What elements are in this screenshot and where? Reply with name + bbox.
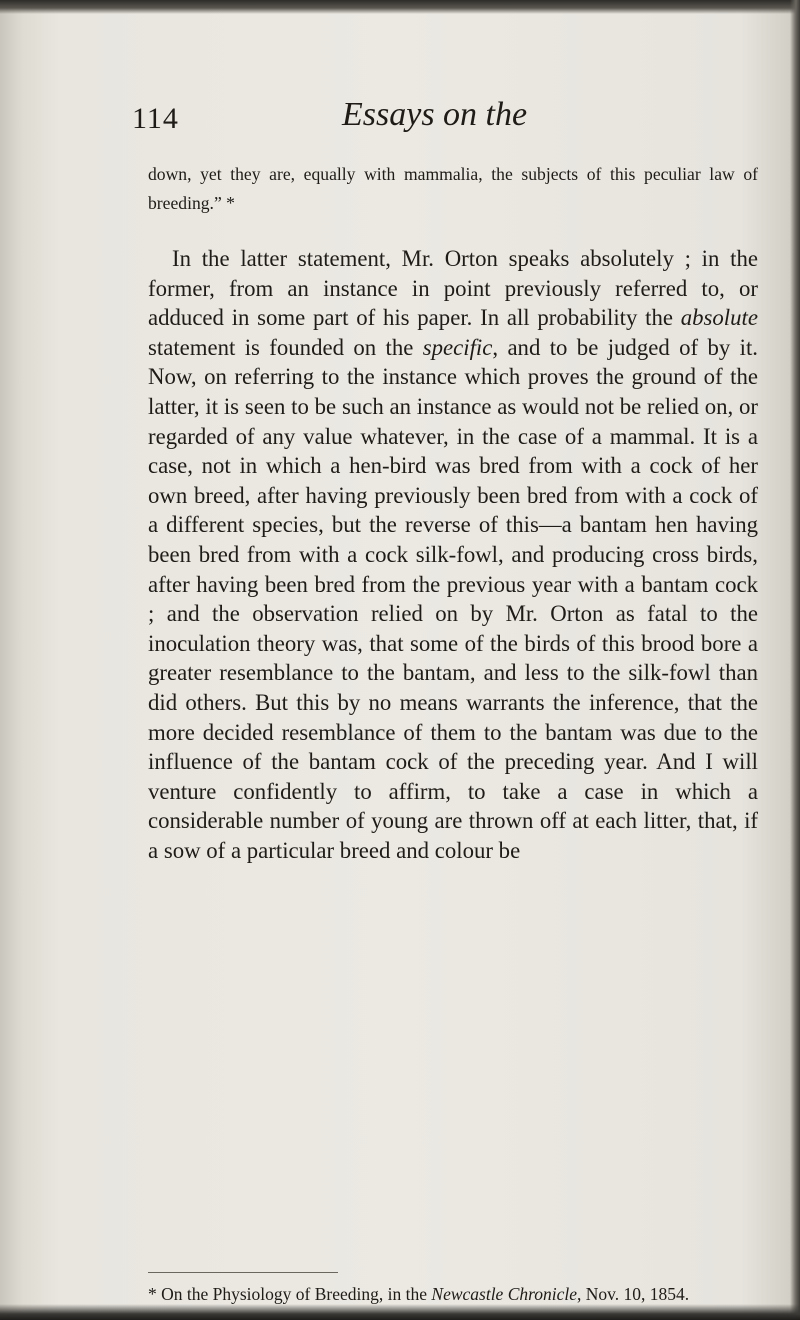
footnote-prefix: * On the Physiology of Breeding, in the: [148, 1284, 432, 1304]
page-right-edge: [790, 0, 800, 1320]
text-block: [148, 160, 758, 865]
footnote: [148, 1280, 748, 1309]
page-number: 114: [132, 102, 179, 135]
quote-paragraph: down, yet they are, equally with mammalia, the subjects of this peculiar law of breeding.” *: [148, 164, 758, 213]
emphasis-specific: specific: [422, 334, 493, 360]
main-paragraph-text-2: statement is founded on the: [148, 334, 423, 360]
page-top-edge: [0, 0, 800, 14]
footnote-journal: Newcastle Chronicle: [431, 1284, 578, 1304]
footnote-suffix: , Nov. 10, 1854.: [577, 1284, 690, 1304]
emphasis-absolute: absolute: [680, 305, 758, 331]
running-head: Essays on the: [342, 96, 528, 133]
main-paragraph-text-3: , and to be judged of by it. Now, on referring to the instance which proves the ground of the latter, it is seen to be such an instance as would not be relied on, or regarded of any value whatever, in the case of a mammal. It is a case, not in which a hen-bird was bred from with a cock of her own breed, after having previously been bred from with a cock of a different species, but the reverse of this—a bantam hen having been bred from with a cock silk-fowl, and producing cross birds, after having been bred from the previous year with a bantam cock ; and the observation relied on by Mr. Orton as fatal to the inoculation theory was, that some of the birds of this brood bore a greater resemblance to the bantam, and less to the silk-fowl than did others. But this by no means warrants the inference, that the more decided resemblance of them to the bantam was due to the influence of the bantam cock of the preceding year. And I will venture confidently to affirm, to take a case in which a considerable number of young are thrown off at each litter, that, if a sow of a particular breed and colour be: [148, 334, 758, 863]
footnote-rule: [148, 1272, 338, 1273]
main-paragraph: [148, 244, 758, 865]
page-header: [132, 96, 752, 140]
main-paragraph-text-1: In the latter statement, Mr. Orton speaks absolutely ; in the former, from an instance in point previously referred to, or adduced in some part of his paper. In all probability the: [148, 246, 758, 331]
